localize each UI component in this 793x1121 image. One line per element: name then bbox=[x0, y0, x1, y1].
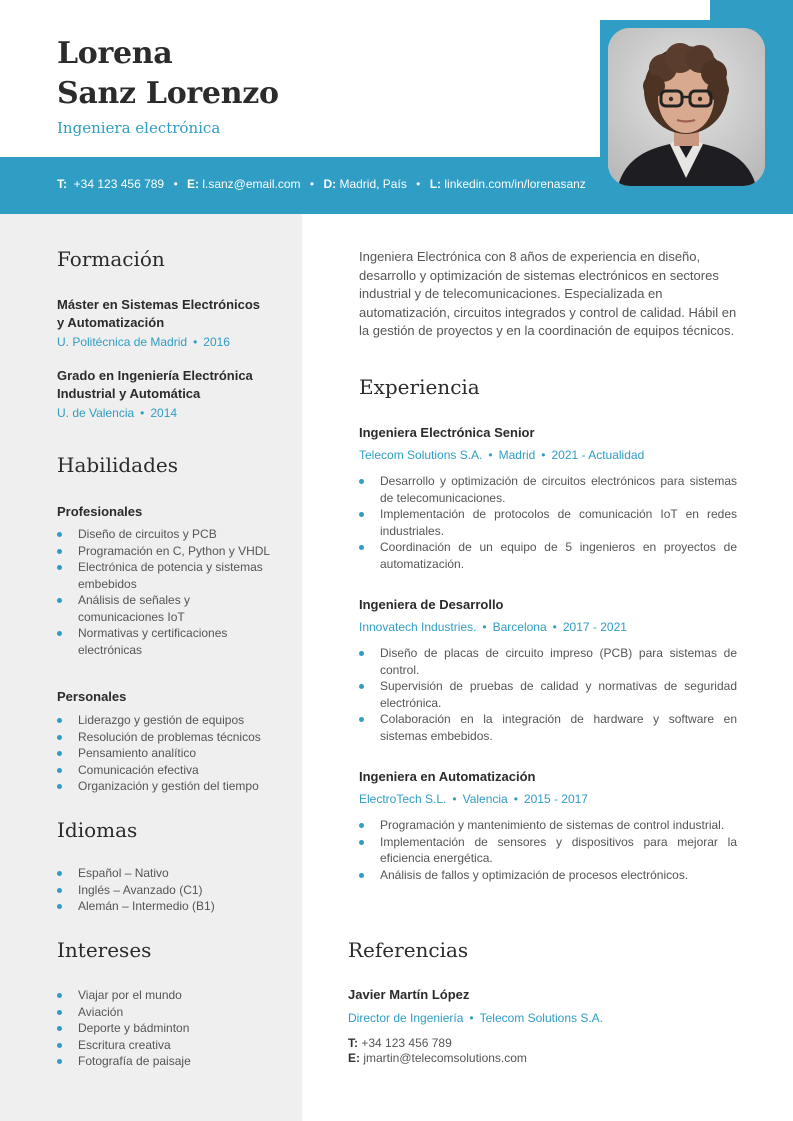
phone-label: T: bbox=[57, 177, 67, 191]
job-city: Valencia bbox=[462, 792, 508, 806]
list-item: Español – Nativo bbox=[57, 865, 287, 882]
job-meta bbox=[359, 620, 627, 634]
reference-meta bbox=[348, 1011, 603, 1025]
list-item: Organización y gestión del tiempo bbox=[57, 778, 287, 795]
company-name: ElectroTech S.L. bbox=[359, 792, 447, 806]
contact-separator: • bbox=[416, 177, 421, 191]
list-item: Diseño de placas de circuito impreso (PCB) para sistemas de control. bbox=[359, 645, 737, 678]
contact-separator: • bbox=[309, 177, 315, 191]
location-value: Madrid, País bbox=[339, 177, 407, 191]
reference-name: Javier Martín López bbox=[348, 987, 470, 1002]
list-item: Análisis de señales y comunicaciones IoT bbox=[57, 592, 272, 625]
profile-summary: Ingeniera Electrónica con 8 años de experiencia en diseño, desarrollo y optimización de sistemas electrónicos en sectores industrial y de telecomunicaciones. Especializada en automatización, circuitos integrados y control de calidad. Hábil en la gestión de proyectos y en la coordinación de equipos técnicos. bbox=[359, 249, 737, 338]
list-item: Alemán – Intermedio (B1) bbox=[57, 898, 287, 915]
list-item: Supervisión de pruebas de calidad y normativas de seguridad electrónica. bbox=[359, 678, 737, 711]
personal-skills-list bbox=[57, 712, 287, 795]
languages-list bbox=[57, 865, 287, 915]
education-heading: Formación bbox=[57, 247, 165, 271]
references-heading: Referencias bbox=[348, 938, 469, 962]
list-item: Escritura creativa bbox=[57, 1037, 287, 1054]
job-role: Ingeniera en Automatización bbox=[359, 769, 536, 784]
reference-phone-label: T: bbox=[348, 1036, 358, 1050]
meta-separator: • bbox=[488, 448, 493, 462]
email-value[interactable]: l.sanz@email.com bbox=[202, 177, 301, 191]
list-item: Análisis de fallos y optimización de procesos electrónicos. bbox=[359, 867, 737, 884]
job-city: Barcelona bbox=[492, 620, 547, 634]
job-city: Madrid bbox=[498, 448, 536, 462]
education-year: 2016 bbox=[203, 335, 230, 349]
name-first-line: Lorena bbox=[57, 36, 173, 71]
contact-line bbox=[57, 177, 586, 191]
linkedin-label: L: bbox=[429, 177, 442, 191]
interests-heading: Intereses bbox=[57, 938, 152, 962]
name-second-line: Sanz Lorenzo bbox=[57, 76, 279, 111]
interests-list bbox=[57, 987, 287, 1070]
list-item: Diseño de circuitos y PCB bbox=[57, 526, 272, 543]
meta-separator: • bbox=[469, 1011, 474, 1025]
company-name: Innovatech Industries. bbox=[359, 620, 477, 634]
list-item: Implementación de protocolos de comunicación IoT en redes industriales. bbox=[359, 506, 737, 539]
job-meta bbox=[359, 792, 588, 806]
list-item: Fotografía de paisaje bbox=[57, 1053, 287, 1070]
list-item: Comunicación efectiva bbox=[57, 762, 287, 779]
job-bullets bbox=[359, 473, 737, 572]
contact-separator: • bbox=[173, 177, 178, 191]
meta-separator: • bbox=[140, 406, 145, 420]
list-item: Normativas y certificaciones electrónicas bbox=[57, 625, 272, 658]
reference-email-value[interactable]: jmartin@telecomsolutions.com bbox=[363, 1051, 527, 1065]
company-name: Telecom Solutions S.A. bbox=[359, 448, 483, 462]
school-name: U. Politécnica de Madrid bbox=[57, 335, 188, 349]
linkedin-link[interactable]: linkedin.com/in/lorenasanz bbox=[444, 177, 586, 191]
phone-value: +34 123 456 789 bbox=[73, 177, 165, 191]
portrait-illustration bbox=[608, 28, 765, 186]
list-item: Aviación bbox=[57, 1004, 287, 1021]
list-item: Electrónica de potencia y sistemas embebidos bbox=[57, 559, 272, 592]
job-period: 2015 - 2017 bbox=[523, 792, 588, 806]
list-item: Programación en C, Python y VHDL bbox=[57, 543, 272, 560]
education-year: 2014 bbox=[150, 406, 178, 420]
meta-separator: • bbox=[193, 335, 198, 349]
job-role: Ingeniera Electrónica Senior bbox=[359, 425, 535, 440]
education-item-title bbox=[57, 296, 260, 332]
meta-separator: • bbox=[541, 448, 546, 462]
job-title: Ingeniera electrónica bbox=[57, 119, 221, 137]
list-item: Implementación de sensores y dispositivos para mejorar la eficiencia energética. bbox=[359, 834, 737, 867]
list-item: Inglés – Avanzado (C1) bbox=[57, 882, 287, 899]
reference-position: Director de Ingeniería bbox=[348, 1011, 464, 1025]
languages-heading: Idiomas bbox=[57, 818, 138, 842]
list-item: Coordinación de un equipo de 5 ingenieros en proyectos de automatización. bbox=[359, 539, 737, 572]
reference-phone-value: +34 123 456 789 bbox=[361, 1036, 452, 1050]
school-name: U. de Valencia bbox=[57, 406, 135, 420]
education-title-line: Máster en Sistemas Electrónicos bbox=[57, 297, 261, 312]
job-period: 2021 - Actualidad bbox=[551, 448, 645, 462]
list-item: Pensamiento analítico bbox=[57, 745, 287, 762]
reference-company: Telecom Solutions S.A. bbox=[479, 1011, 604, 1025]
profile-photo bbox=[608, 28, 765, 186]
education-item-meta bbox=[57, 406, 177, 420]
professional-skills-heading: Profesionales bbox=[57, 504, 143, 519]
list-item: Deporte y bádminton bbox=[57, 1020, 287, 1037]
list-item: Colaboración en la integración de hardware y software en sistemas embebidos. bbox=[359, 711, 737, 744]
list-item: Viajar por el mundo bbox=[57, 987, 287, 1004]
job-period: 2017 - 2021 bbox=[562, 620, 627, 634]
job-bullets bbox=[359, 645, 737, 744]
email-label: E: bbox=[186, 177, 199, 191]
meta-separator: • bbox=[482, 620, 487, 634]
education-item-title bbox=[57, 367, 253, 403]
list-item: Liderazgo y gestión de equipos bbox=[57, 712, 287, 729]
education-title-line: Grado en Ingeniería Electrónica bbox=[57, 368, 253, 383]
job-bullets bbox=[359, 817, 737, 883]
meta-separator: • bbox=[513, 792, 518, 806]
job-meta bbox=[359, 448, 644, 462]
list-item: Desarrollo y optimización de circuitos electrónicos para sistemas de telecomunicaciones. bbox=[359, 473, 737, 506]
job-role: Ingeniera de Desarrollo bbox=[359, 597, 504, 612]
professional-skills-list bbox=[57, 526, 272, 658]
personal-skills-heading: Personales bbox=[57, 689, 127, 704]
education-title-line: y Automatización bbox=[57, 315, 165, 330]
sidebar bbox=[0, 214, 302, 1121]
education-title-line: Industrial y Automática bbox=[57, 386, 201, 401]
reference-email-label: E: bbox=[348, 1051, 360, 1065]
meta-separator: • bbox=[452, 792, 457, 806]
reference-phone bbox=[348, 1036, 452, 1050]
education-item-meta bbox=[57, 335, 230, 349]
reference-email bbox=[348, 1051, 527, 1065]
list-item: Resolución de problemas técnicos bbox=[57, 729, 287, 746]
location-label: D: bbox=[323, 177, 337, 191]
list-item: Programación y mantenimiento de sistemas de control industrial. bbox=[359, 817, 737, 834]
meta-separator: • bbox=[552, 620, 557, 634]
skills-heading: Habilidades bbox=[57, 453, 178, 477]
experience-heading: Experiencia bbox=[359, 375, 480, 399]
full-name bbox=[57, 34, 279, 114]
